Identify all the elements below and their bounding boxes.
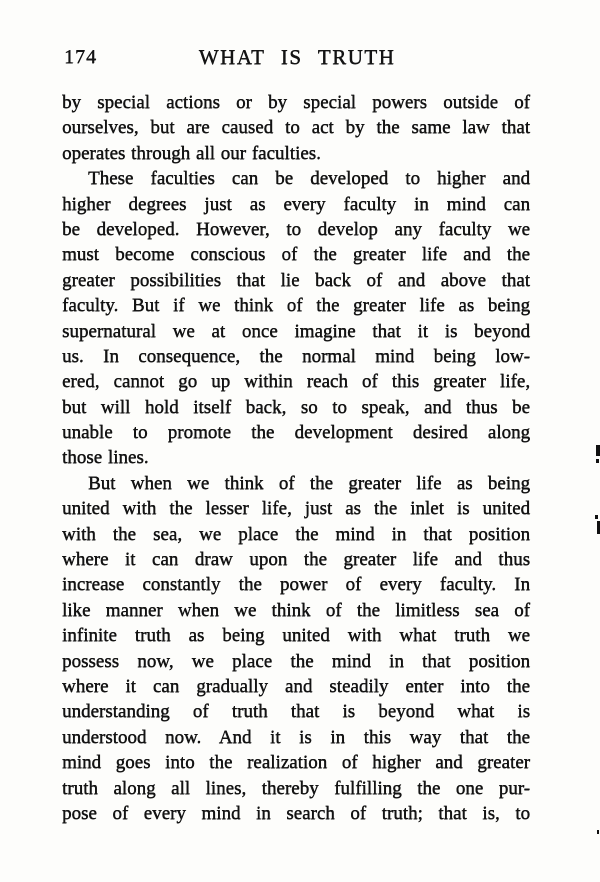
scan-artifact-mark <box>595 515 598 519</box>
text-line: be developed. However, to develop any faculty we <box>62 218 530 240</box>
text-line: truth along all lines, thereby fulfilling the one pur- <box>62 777 530 799</box>
paragraph <box>62 471 530 826</box>
text-line: must become conscious of the greater life and the <box>62 244 530 266</box>
running-header <box>64 44 530 70</box>
text-line: greater possibilities that lie back of and above that <box>62 269 530 291</box>
text-line: infinite truth as being united with what truth we <box>62 625 530 647</box>
text-line: with the sea, we place the mind in that position <box>62 523 530 545</box>
text-line: us. In consequence, the normal mind being low- <box>62 345 530 367</box>
text-line: increase constantly the power of every faculty. In <box>62 574 530 596</box>
text-line: like manner when we think of the limitless sea of <box>62 599 530 621</box>
text-line: united with the lesser life, just as the inlet is united <box>62 498 530 520</box>
text-line: higher degrees just as every faculty in mind can <box>62 193 530 215</box>
scan-artifact-mark <box>596 445 600 456</box>
text-line: mind goes into the realization of higher and greater <box>62 752 530 774</box>
text-line: But when we think of the greater life as being <box>88 472 530 494</box>
running-title: WHAT IS TRUTH <box>198 45 396 69</box>
text-line: supernatural we at once imagine that it is beyond <box>62 320 530 342</box>
text-line: but will hold itself back, so to speak, and thus be <box>62 396 530 418</box>
text-line: where it can draw upon the greater life and thus <box>62 549 530 571</box>
text-line: faculty. But if we think of the greater life as being <box>62 295 530 317</box>
scan-artifact-mark <box>596 459 599 463</box>
paragraph <box>62 90 530 166</box>
text-line: ourselves, but are caused to act by the same law that <box>62 117 530 139</box>
scan-artifact-mark <box>597 830 599 834</box>
page-number: 174 <box>64 46 97 68</box>
text-line: unable to promote the development desired along <box>62 422 530 444</box>
text-line: those lines. <box>62 447 149 469</box>
text-line: pose of every mind in search of truth; that is, to <box>62 802 530 824</box>
text-line: understanding of truth that is beyond what is <box>62 701 530 723</box>
text-line: understood now. And it is in this way that the <box>62 726 530 748</box>
text-line: operates through all our faculties. <box>62 142 321 164</box>
text-line: ered, cannot go up within reach of this greater life, <box>62 371 530 393</box>
paragraph <box>62 166 530 471</box>
text-line: possess now, we place the mind in that position <box>62 650 530 672</box>
text-line: where it can gradually and steadily enter into the <box>62 675 530 697</box>
text-block <box>62 90 530 826</box>
text-line: by special actions or by special powers outside of <box>62 92 530 113</box>
text-line: These faculties can be developed to higher and <box>88 168 530 190</box>
